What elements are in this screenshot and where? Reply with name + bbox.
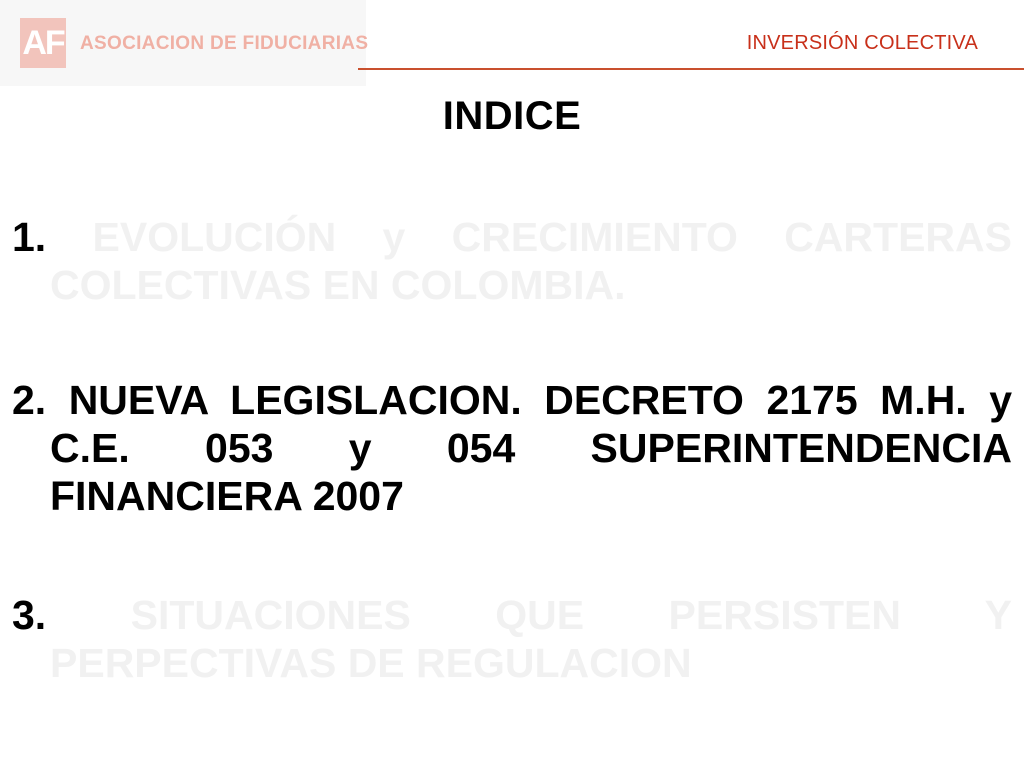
index-item-text: NUEVA LEGISLACION. DECRETO 2175 M.H. y C.E. 053 y 054 SUPERINTENDENCIA FINANCIERA 2007 xyxy=(50,377,1012,519)
header-divider xyxy=(358,68,1024,70)
index-item-3 xyxy=(12,591,1012,687)
section-label: INVERSIÓN COLECTIVA xyxy=(746,32,978,54)
index-item-number: 3. xyxy=(12,592,131,638)
index-item-text: EVOLUCIÓN y CRECIMIENTO CARTERAS COLECTIVAS EN COLOMBIA. xyxy=(50,214,1012,308)
page-title: INDICE xyxy=(442,94,582,138)
index-item-text: SITUACIONES QUE PERSISTEN Y PERPECTIVAS DE REGULACION xyxy=(50,592,1012,686)
index-item-1 xyxy=(12,213,1012,309)
logo-text: ASOCIACION DE FIDUCIARIAS xyxy=(80,33,369,54)
logo-mark: AF xyxy=(20,18,66,68)
index-item-number: 2. xyxy=(12,377,69,423)
logo xyxy=(0,0,369,86)
index-item-2 xyxy=(12,376,1012,520)
index-item-number: 1. xyxy=(12,214,93,260)
